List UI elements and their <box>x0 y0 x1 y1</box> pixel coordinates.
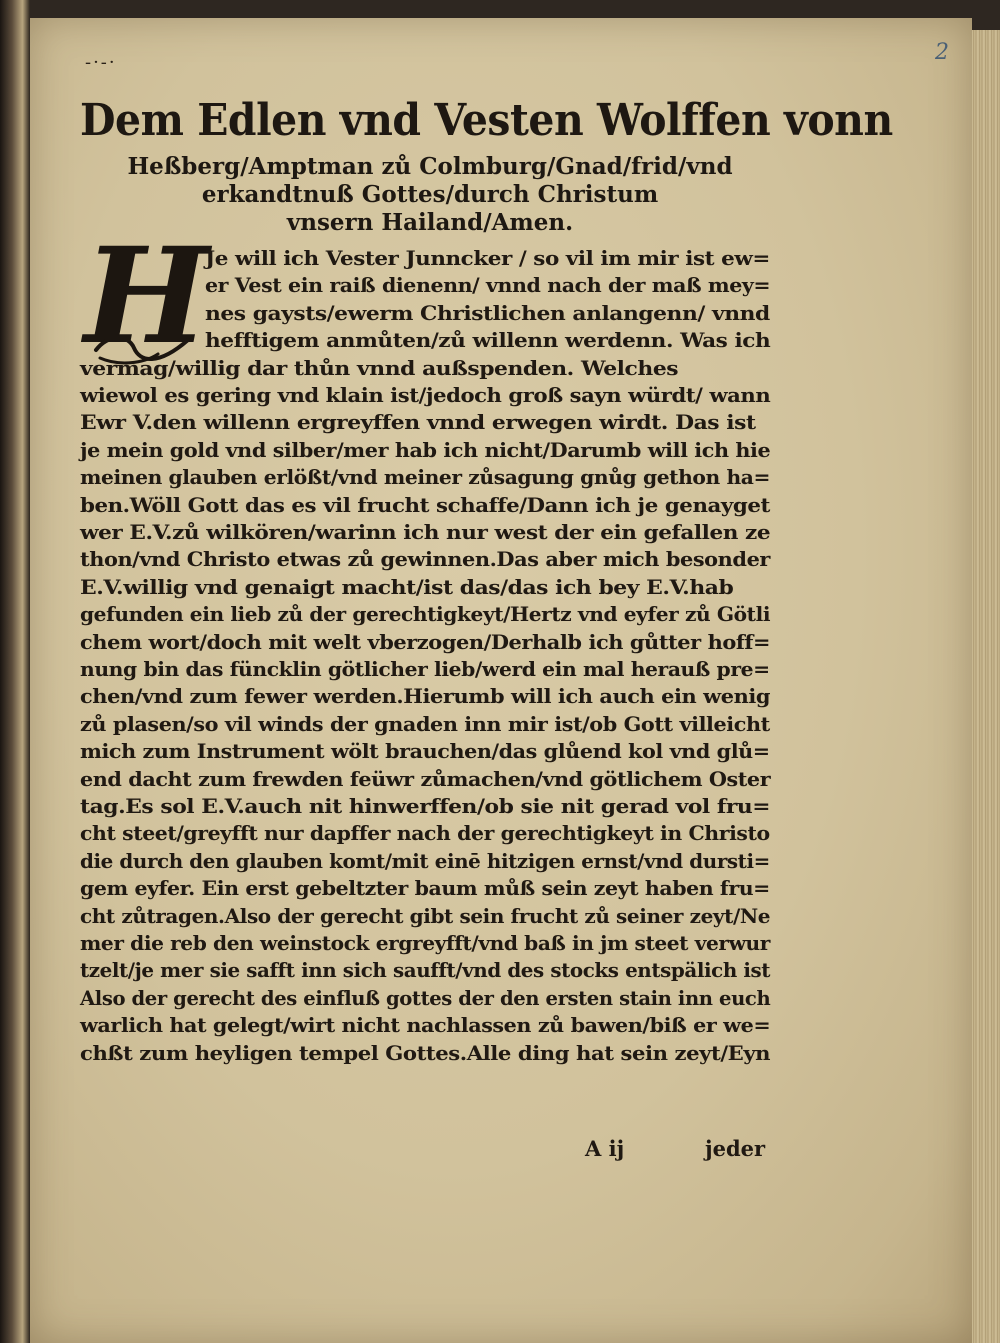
body-line: nes gaysts/ewerm Christlichen anlangenn/ vnnd <box>205 301 770 325</box>
body-line: meinen glauben erlößt/vnd meiner zůsagung gnůg gethon ha= <box>80 466 771 490</box>
body-line: er Vest ein raiß dienenn/ vnnd nach der maß mey= <box>205 274 771 298</box>
dedication-title <box>80 95 893 237</box>
body-line: hefftigem anmůten/zů willenn werdenn. Was ich <box>205 329 771 353</box>
body-line: ben.Wöll Gott das es vil frucht schaffe/Dann ich je genayget <box>80 493 770 517</box>
body-line: tag.Es sol E.V.auch nit hinwerffen/ob sie nit gerad vol fru= <box>80 795 771 818</box>
body-line: Je will ich Vester Junncker / so vil im mir ist ew= <box>205 247 770 270</box>
signature-mark: A ij <box>585 1136 625 1161</box>
body-line: chßt zum heyligen tempel Gottes.Alle ding hat sein zeyt/Eyn <box>80 1041 771 1065</box>
body-line: je mein gold vnd silber/mer hab ich nicht/Darumb will ich hie <box>80 438 771 462</box>
body-line: mich zum Instrument wölt brauchen/das glůend kol vnd glů= <box>80 740 770 764</box>
title-line-4: vnsern Hailand/Amen. <box>286 208 574 236</box>
body-line: zů plasen/so vil winds der gnaden inn mir ist/ob Gott villeicht <box>80 712 770 736</box>
title-line-2: Heßberg/Amptman zů Colmburg/Gnad/frid/vnd <box>127 152 733 180</box>
body-line: warlich hat gelegt/wirt nicht nachlassen zů bawen/biß er we= <box>80 1014 771 1038</box>
body-line: cht steet/greyfft nur dapffer nach der gerechtigkeyt in Christo <box>80 822 770 846</box>
body-line: Ewr V.den willenn ergreyffen vnnd erwegen wirdt. Das ist <box>80 411 756 435</box>
body-line: wiewol es gering vnd klain ist/jedoch groß sayn würdt/ wann <box>80 384 771 407</box>
head-mark: -·-· <box>85 52 117 73</box>
title-line-1: Dem Edlen vnd Vesten Wolffen vonn <box>80 95 893 146</box>
body-line: cht zůtragen.Also der gerecht gibt sein frucht zů seiner zeyt/Ne <box>80 904 771 928</box>
body-line: thon/vnd Christo etwas zů gewinnen.Das aber mich besonder <box>80 548 770 572</box>
body-line: wer E.V.zů wilkören/warinn ich nur west der ein gefallen ze <box>80 521 771 544</box>
body-line: chem wort/doch mit welt vberzogen/Derhalb ich gůtter hoff= <box>80 630 771 654</box>
body-line: mer die reb den weinstock ergreyfft/vnd baß in jm steet verwur <box>80 932 771 955</box>
body-line: vermag/willig dar thůn vnnd außspenden. Welches <box>80 356 679 380</box>
catchword: jeder <box>705 1136 766 1161</box>
folio-number: 2 <box>935 40 949 65</box>
body-line: gefunden ein lieb zů der gerechtigkeyt/Hertz vnd eyfer zů Götli <box>80 603 771 627</box>
body-line: E.V.willig vnd genaigt macht/ist das/das ich bey E.V.hab <box>80 575 734 599</box>
body-line: end dacht zum frewden feüwr zůmachen/vnd götlichem Oster <box>80 767 771 791</box>
body-line: nung bin das füncklin götlicher lieb/werd ein mal herauß pre= <box>80 658 770 681</box>
body-line: Also der gerecht des einfluß gottes der den ersten stain inn euch <box>80 986 771 1010</box>
body-line: gem eyfer. Ein erst gebeltzter baum můß sein zeyt haben fru= <box>80 877 770 901</box>
body-line: chen/vnd zum fewer werden.Hierumb will ich auch ein wenig <box>80 685 771 709</box>
body-line: tzelt/je mer sie safft inn sich saufft/vnd des stocks entspälich ist <box>80 959 771 983</box>
body-line: die durch den glauben komt/mit einē hitzigen ernst/vnd dursti= <box>80 849 770 873</box>
facing-page-edge <box>0 0 30 1343</box>
title-line-3: erkandtnuß Gottes/durch Christum <box>201 180 659 208</box>
decorated-initial: H <box>84 219 209 374</box>
